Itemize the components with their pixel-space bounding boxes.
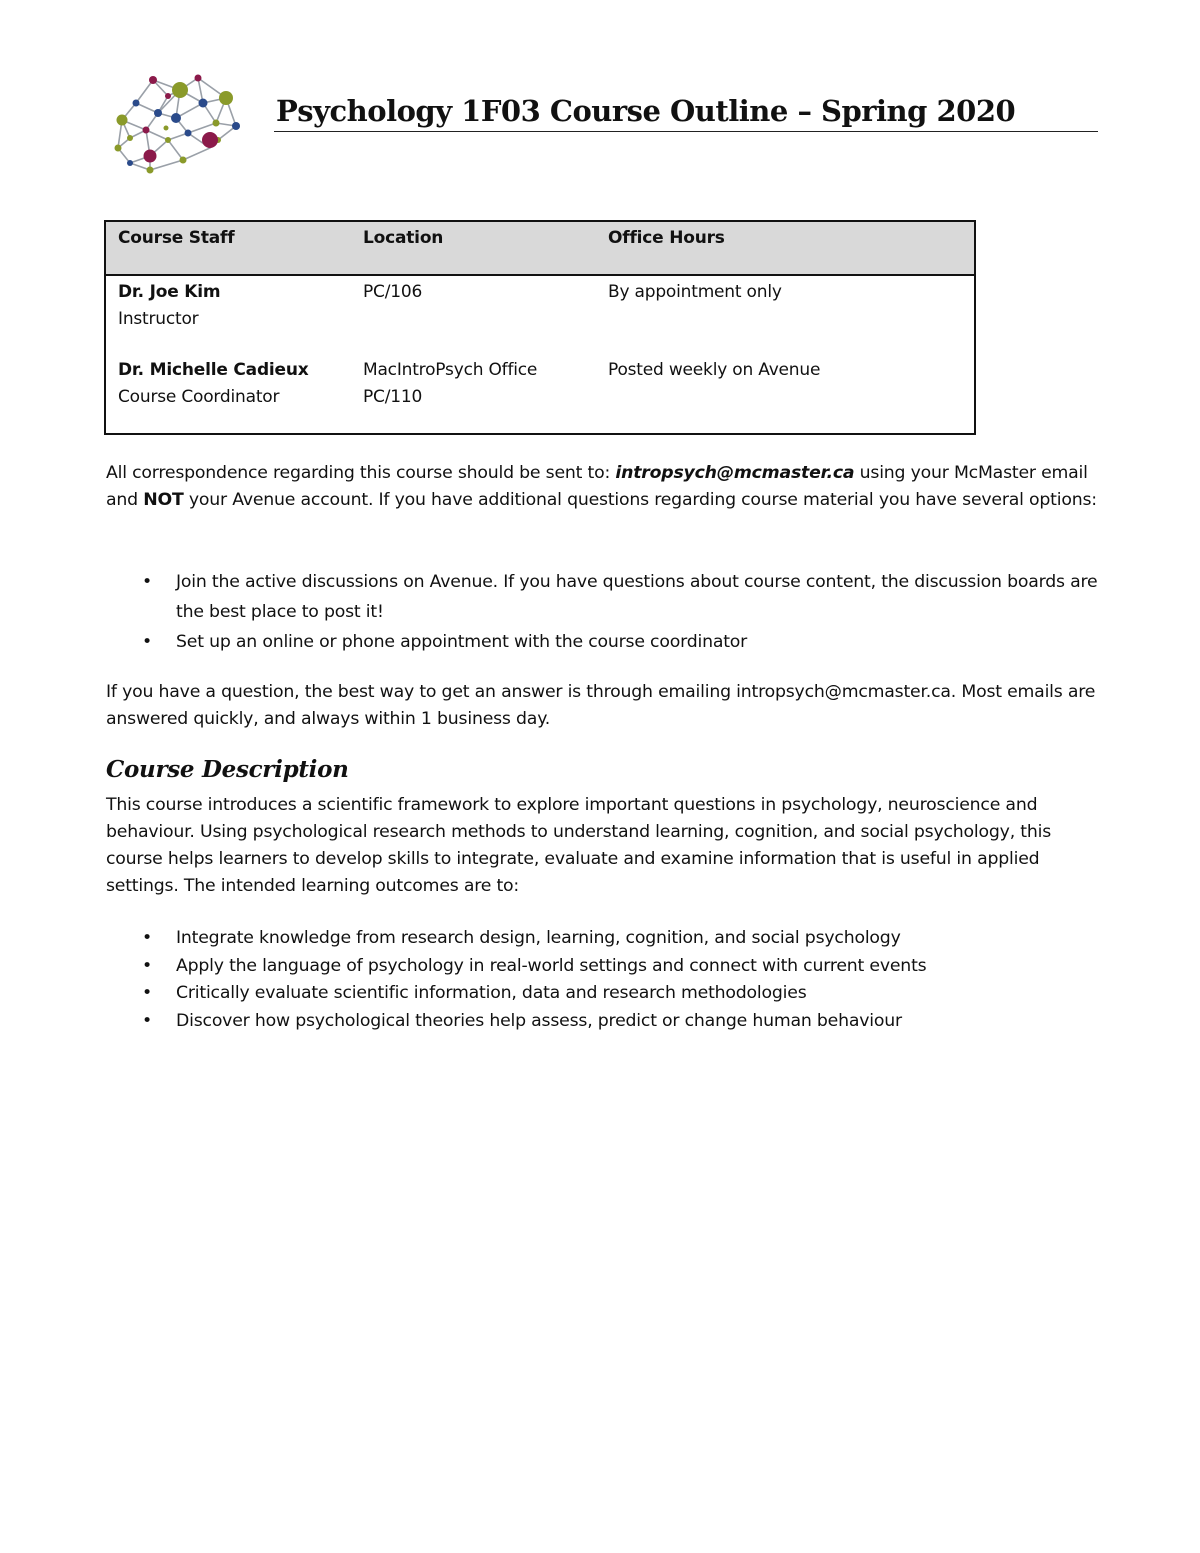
staff-location-cell xyxy=(363,279,422,306)
correspondence-text: using your McMaster email and xyxy=(106,463,1088,510)
emphasis-not: NOT xyxy=(143,490,184,510)
header-course-staff: Course Staff xyxy=(118,228,235,248)
bullet-icon: • xyxy=(142,928,152,948)
course-description-heading: Course Description xyxy=(106,756,349,783)
contact-note: If you have a question, the best way to get an answer is through emailing intropsych@mcmaster.ca. Most emails are answered quickly, and always within 1 business day. xyxy=(106,682,1096,729)
bullet-icon: • xyxy=(142,632,152,652)
list-item xyxy=(106,953,1106,981)
correspondence-paragraph xyxy=(106,460,1106,514)
list-item-text: Critically evaluate scientific information, data and research methodologies xyxy=(176,983,807,1003)
options-list xyxy=(106,567,1106,657)
staff-location-room: PC/110 xyxy=(363,387,423,407)
correspondence-text: your Avenue account. If you have additional questions regarding course material you have several options: xyxy=(183,490,1097,510)
bullet-icon: • xyxy=(142,1010,152,1031)
list-item-text: Set up an online or phone appointment with the course coordinator xyxy=(176,632,748,652)
course-description-body: This course introduces a scientific framework to explore important questions in psychology, neuroscience and behaviour. Using psychological research methods to understand learning, cognition, and social psychology, this course helps learners to develop skills to integrate, evaluate and examine information that is useful in applied settings. The intended learning outcomes are to: xyxy=(106,795,1052,896)
staff-location-cell xyxy=(363,357,537,411)
bullet-icon: • xyxy=(142,572,152,592)
bullet-icon: • xyxy=(142,983,152,1003)
list-item-text: Apply the language of psychology in real-world settings and connect with current events xyxy=(176,955,927,976)
brain-network-logo-icon xyxy=(108,68,258,178)
course-staff-table xyxy=(104,220,976,435)
staff-role: Course Coordinator xyxy=(118,387,280,407)
list-item xyxy=(106,567,1106,627)
staff-hours: By appointment only xyxy=(608,282,782,302)
staff-role: Instructor xyxy=(118,309,199,329)
list-item xyxy=(106,627,1106,657)
table-header-row xyxy=(106,222,974,276)
staff-name-cell xyxy=(118,279,220,333)
list-item-text: Integrate knowledge from research design, learning, cognition, and social psychology xyxy=(176,928,901,948)
staff-location: MacIntroPsych Office xyxy=(363,360,538,380)
list-item xyxy=(106,925,1106,953)
staff-name: Dr. Joe Kim xyxy=(118,282,221,302)
header-location: Location xyxy=(363,228,444,248)
list-item-text: Join the active discussions on Avenue. If you have questions about course content, the discussion boards are the best place to post it! xyxy=(176,572,1098,622)
bullet-icon: • xyxy=(142,955,152,976)
document-title: Psychology 1F03 Course Outline – Spring 2020 xyxy=(276,94,1016,128)
staff-hours: Posted weekly on Avenue xyxy=(608,360,821,380)
course-email-link[interactable]: intropsych@mcmaster.ca xyxy=(615,463,855,483)
list-item-text: Discover how psychological theories help assess, predict or change human behaviour xyxy=(176,1010,902,1031)
correspondence-text: All correspondence regarding this course should be sent to: xyxy=(106,463,616,483)
title-underline xyxy=(274,131,1098,132)
staff-location: PC/106 xyxy=(363,282,423,302)
staff-name: Dr. Michelle Cadieux xyxy=(118,360,309,380)
learning-outcomes-list xyxy=(106,925,1106,1035)
staff-name-cell xyxy=(118,357,309,411)
list-item xyxy=(106,1008,1106,1036)
header-office-hours: Office Hours xyxy=(608,228,725,248)
list-item xyxy=(106,980,1106,1008)
